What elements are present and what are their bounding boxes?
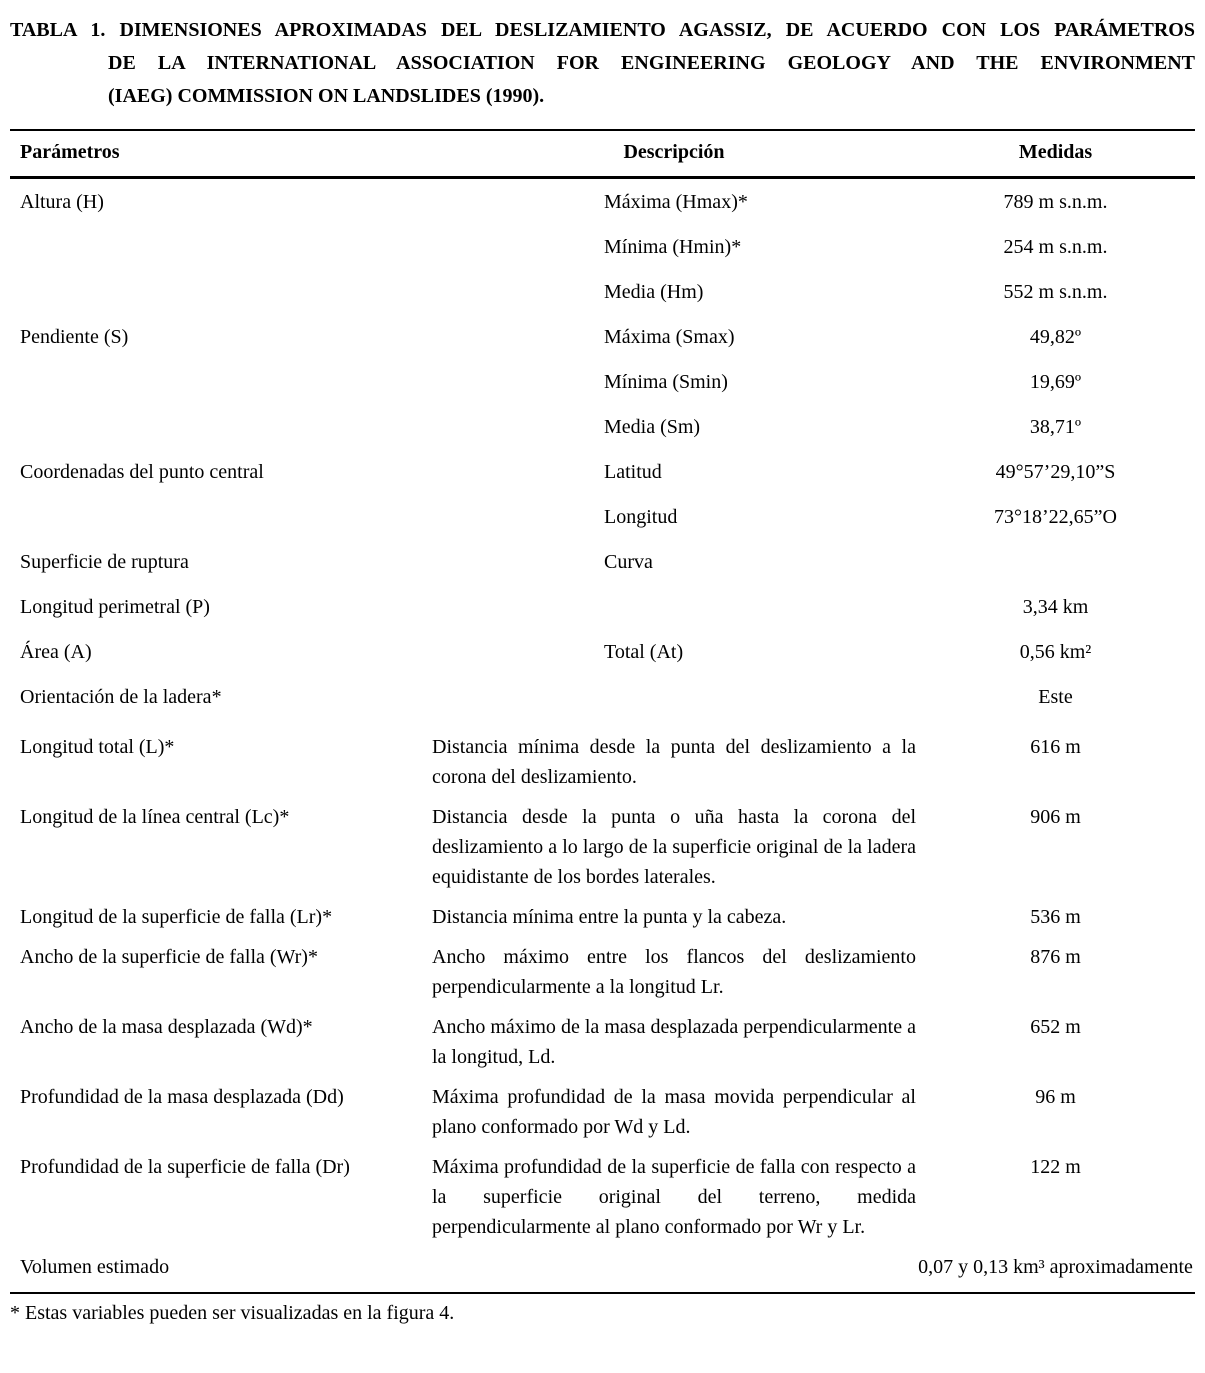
table-row [10, 1152, 1195, 1242]
table-row [10, 902, 1195, 932]
desc-cell: Máxima (Hmax)* [604, 191, 748, 213]
value-cell: 536 m [1030, 906, 1081, 928]
table-title [10, 14, 1195, 113]
desc-cell: Media (Hm) [604, 281, 704, 303]
desc-cell: Mínima (Hmin)* [604, 236, 742, 258]
table-row [10, 597, 1195, 618]
value-cell: 38,71º [1029, 416, 1082, 438]
param-cell: Orientación de la ladera* [20, 686, 222, 708]
desc-cell: Total (At) [604, 641, 684, 663]
table-title-line-3: (IAEG) COMMISSION ON LANDSLIDES (1990). [108, 85, 545, 107]
value-cell: 49°57’29,10”S [995, 461, 1116, 483]
table-row [10, 802, 1195, 892]
param-cell: Profundidad de la masa desplazada (Dd) [20, 1086, 344, 1108]
desc-cell: Longitud [604, 506, 678, 528]
value-cell: 906 m [1030, 806, 1081, 828]
desc-cell: Distancia mínima entre la punta y la cabeza. [432, 906, 787, 928]
desc-cell: Distancia mínima desde la punta del deslizamiento a la corona del deslizamiento. [432, 736, 916, 788]
table-title-line-2: DE LA INTERNATIONAL ASSOCIATION FOR ENGINEERING GEOLOGY AND THE ENVIRONMENT [108, 52, 1195, 74]
value-cell: 876 m [1030, 946, 1081, 968]
table-row [10, 237, 1195, 258]
param-cell: Longitud de la superficie de falla (Lr)* [20, 906, 333, 928]
param-cell: Longitud total (L)* [20, 736, 175, 758]
table-row [10, 462, 1195, 483]
value-cell: 0,07 y 0,13 km³ aproximadamente [918, 1256, 1193, 1278]
desc-cell: Distancia desde la punta o uña hasta la corona del deslizamiento a lo largo de la superficie original de la ladera equidistante de los bordes laterales. [432, 806, 916, 888]
table-title-line-1: TABLA 1. DIMENSIONES APROXIMADAS DEL DESLIZAMIENTO AGASSIZ, DE ACUERDO CON LOS PARÁMETROS [10, 19, 1195, 41]
table-row [10, 642, 1195, 663]
param-cell: Área (A) [20, 641, 92, 663]
table-row [10, 417, 1195, 438]
table-row [10, 282, 1195, 303]
value-cell: 3,34 km [1022, 596, 1089, 618]
value-cell: 552 m s.n.m. [1003, 281, 1108, 303]
desc-cell: Curva [604, 551, 653, 573]
value-cell: 49,82º [1029, 326, 1082, 348]
table-row [10, 1012, 1195, 1072]
desc-cell: Máxima profundidad de la masa movida perpendicular al plano conformado por Wd y Ld. [432, 1086, 916, 1138]
value-cell: 254 m s.n.m. [1003, 236, 1108, 258]
desc-cell: Mínima (Smin) [604, 371, 728, 393]
param-cell: Altura (H) [20, 191, 104, 213]
param-cell: Longitud perimetral (P) [20, 596, 210, 618]
table-row [10, 552, 1195, 573]
header-medidas: Medidas [1018, 141, 1093, 163]
desc-cell: Máxima (Smax) [604, 326, 735, 348]
table-body [10, 179, 1195, 1282]
value-cell: 96 m [1035, 1086, 1076, 1108]
table-row [10, 942, 1195, 1002]
table-row [10, 687, 1195, 708]
desc-cell: Latitud [604, 461, 662, 483]
table-row [10, 372, 1195, 393]
value-cell: 122 m [1030, 1156, 1081, 1178]
table-header-row [10, 129, 1195, 179]
value-cell: 652 m [1030, 1016, 1081, 1038]
desc-cell: Máxima profundidad de la superficie de falla con respecto a la superficie original del terreno, medida perpendicularmente al plano conformado por Wr y Lr. [432, 1156, 916, 1238]
value-cell: 19,69º [1029, 371, 1082, 393]
header-descripcion: Descripción [623, 141, 725, 163]
table-row [10, 1082, 1195, 1142]
footnote: * Estas variables pueden ser visualizadas en la figura 4. [10, 1302, 455, 1324]
header-parametros: Parámetros [20, 141, 120, 163]
desc-cell: Ancho máximo de la masa desplazada perpendicularmente a la longitud, Ld. [432, 1016, 916, 1068]
value-cell: 616 m [1030, 736, 1081, 758]
desc-cell: Media (Sm) [604, 416, 701, 438]
table-row [10, 732, 1195, 792]
param-cell: Superficie de ruptura [20, 551, 189, 573]
param-cell: Volumen estimado [20, 1256, 170, 1278]
param-cell: Ancho de la superficie de falla (Wr)* [20, 946, 318, 968]
table-row [10, 507, 1195, 528]
value-cell: 789 m s.n.m. [1003, 191, 1108, 213]
param-cell: Profundidad de la superficie de falla (Dr) [20, 1156, 350, 1178]
table-row [10, 327, 1195, 348]
data-table [10, 129, 1195, 1282]
value-cell: 0,56 km² [1019, 641, 1092, 663]
value-cell: 73°18’22,65”O [994, 506, 1117, 528]
value-cell: Este [1038, 686, 1073, 708]
param-cell: Longitud de la línea central (Lc)* [20, 806, 290, 828]
table-row [10, 1252, 1195, 1282]
table-bottom-rule [10, 1292, 1195, 1324]
param-cell: Pendiente (S) [20, 326, 129, 348]
table-row [10, 192, 1195, 213]
param-cell: Coordenadas del punto central [20, 461, 264, 483]
param-cell: Ancho de la masa desplazada (Wd)* [20, 1016, 313, 1038]
desc-cell: Ancho máximo entre los flancos del deslizamiento perpendicularmente a la longitud Lr. [432, 946, 916, 998]
